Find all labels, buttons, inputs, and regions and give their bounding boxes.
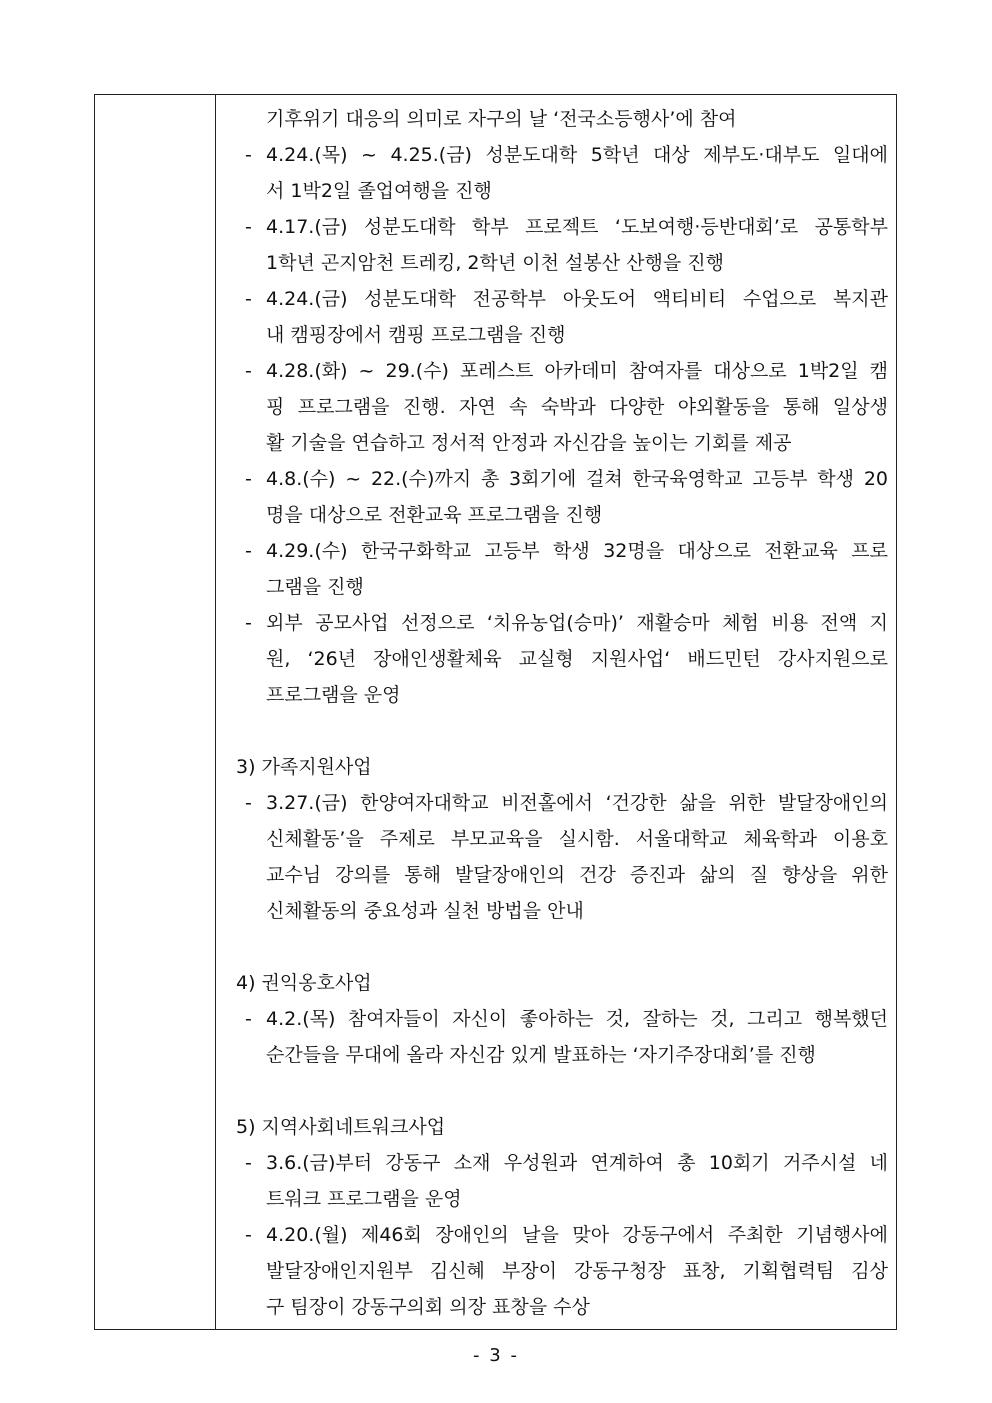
bullet-dash: - xyxy=(245,144,252,166)
bullet-item-line xyxy=(236,1145,888,1181)
bullet-dash: - xyxy=(245,792,252,814)
bullet-continuation-line: 활 기술을 연습하고 정서적 안정과 자신감을 높이는 기회를 제공 xyxy=(266,432,792,454)
bullet-continuation-line: 신체활동의 중요성과 실천 방법을 안내 xyxy=(266,900,584,922)
section-heading: 5) 지역사회네트워크사업 xyxy=(236,1116,446,1138)
bullet-item-line xyxy=(236,785,888,821)
bullet-text: 4.8.(수) ~ 22.(수)까지 총 3회기에 걸쳐 한국육영학교 고등부 학생 20 xyxy=(266,468,888,490)
bullet-item-line xyxy=(236,461,888,497)
bullet-continuation-line: 내 캠핑장에서 캠핑 프로그램을 진행 xyxy=(266,324,566,346)
bullet-text: 4.24.(금) 성분도대학 전공학부 아웃도어 액티비티 수업으로 복지관 xyxy=(266,288,888,310)
bullet-continuation-line: 핑 프로그램을 진행. 자연 속 숙박과 다양한 야외활동을 통해 일상생 xyxy=(266,396,888,418)
bullet-item-line xyxy=(236,1001,888,1037)
bullet-continuation-line: 순간들을 무대에 올라 자신감 있게 발표하는 ‘자기주장대회’를 진행 xyxy=(266,1044,816,1066)
bullet-dash: - xyxy=(245,468,252,490)
bullet-continuation-line: 원, ‘26년 장애인생활체육 교실형 지원사업‘ 배드민턴 강사지원으로 xyxy=(266,648,888,670)
section-heading: 3) 가족지원사업 xyxy=(236,756,372,778)
bullet-item-line xyxy=(236,281,888,317)
bullet-item-line xyxy=(236,533,888,569)
bullet-text: 4.2.(목) 참여자들이 자신이 좋아하는 것, 잘하는 것, 그리고 행복했던 xyxy=(266,1008,888,1030)
table-left-column xyxy=(95,95,216,1329)
bullet-text: 4.24.(목) ~ 4.25.(금) 성분도대학 5학년 대상 제부도·대부도 일대에 xyxy=(266,144,888,166)
bullet-dash: - xyxy=(245,1008,252,1030)
bullet-dash: - xyxy=(245,1152,252,1174)
bullet-text: 4.28.(화) ~ 29.(수) 포레스트 아카데미 참여자를 대상으로 1박2일 캠 xyxy=(266,360,888,382)
bullet-continuation-line: 교수님 강의를 통해 발달장애인의 건강 증진과 삶의 질 향상을 위한 xyxy=(266,864,888,886)
bullet-text: 4.17.(금) 성분도대학 학부 프로젝트 ‘도보여행·등반대회’로 공통학부 xyxy=(266,216,888,238)
bullet-text: 3.6.(금)부터 강동구 소재 우성원과 연계하여 총 10회기 거주시설 네 xyxy=(266,1152,888,1174)
table-content-cell xyxy=(236,101,888,1325)
bullet-dash: - xyxy=(245,540,252,562)
bullet-dash: - xyxy=(245,360,252,382)
bullet-continuation-line: 명을 대상으로 전환교육 프로그램을 진행 xyxy=(266,504,603,526)
bullet-continuation-line: 발달장애인지원부 김신혜 부장이 강동구청장 표창, 기획협력팀 김상 xyxy=(266,1260,888,1282)
section-heading: 4) 권익옹호사업 xyxy=(236,972,372,994)
bullet-dash: - xyxy=(245,288,252,310)
bullet-item-line xyxy=(236,353,888,389)
bullet-text: 4.29.(수) 한국구화학교 고등부 학생 32명을 대상으로 전환교육 프로 xyxy=(266,540,888,562)
bullet-continuation-line: 서 1박2일 졸업여행을 진행 xyxy=(266,180,492,202)
spacer xyxy=(236,1073,888,1109)
document-table xyxy=(94,94,897,1330)
bullet-continuation-line: 프로그램을 운영 xyxy=(266,684,401,706)
bullet-item-line xyxy=(236,209,888,245)
bullet-dash: - xyxy=(245,1224,252,1246)
bullet-continuation-line: 신체활동’을 주제로 부모교육을 실시함. 서울대학교 체육학과 이용호 xyxy=(266,828,888,850)
page-number: - 3 - xyxy=(473,1345,519,1366)
bullet-item-line xyxy=(236,605,888,641)
bullet-item-line xyxy=(236,137,888,173)
bullet-continuation-line: 트워크 프로그램을 운영 xyxy=(266,1188,462,1210)
bullet-dash: - xyxy=(245,612,252,634)
spacer xyxy=(236,929,888,965)
bullet-continuation-line: 구 팀장이 강동구의회 의장 표창을 수상 xyxy=(266,1296,590,1318)
bullet-item-line xyxy=(236,1217,888,1253)
bullet-text: 4.20.(월) 제46회 장애인의 날을 맞아 강동구에서 주최한 기념행사에 xyxy=(266,1224,888,1246)
spacer xyxy=(236,713,888,749)
bullet-dash: - xyxy=(245,216,252,238)
bullet-continuation-line: 그램을 진행 xyxy=(266,576,364,598)
bullet-continuation-line: 기후위기 대응의 의미로 자구의 날 ‘전국소등행사’에 참여 xyxy=(266,108,737,130)
bullet-text: 외부 공모사업 선정으로 ‘치유농업(승마)’ 재활승마 체험 비용 전액 지 xyxy=(266,612,888,634)
bullet-continuation-line: 1학년 곤지암천 트레킹, 2학년 이천 설봉산 산행을 진행 xyxy=(266,252,724,274)
bullet-text: 3.27.(금) 한양여자대학교 비전홀에서 ‘건강한 삶을 위한 발달장애인의 xyxy=(266,792,888,814)
